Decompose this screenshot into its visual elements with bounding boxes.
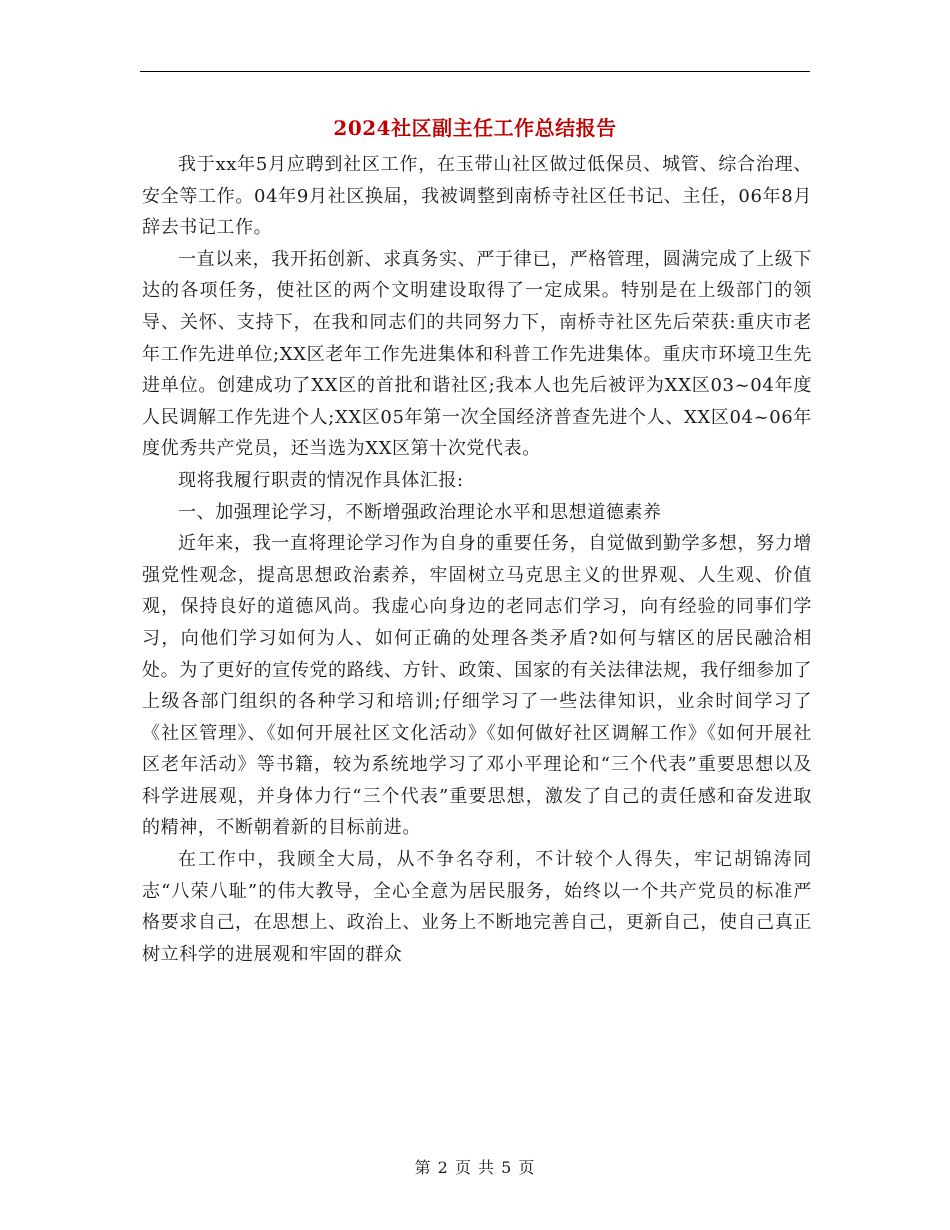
header-rule bbox=[140, 71, 810, 72]
paragraph-work-attitude: 在工作中，我顾全大局，从不争名夺利，不计较个人得失，牢记胡锦涛同志“八荣八耻”的伟大教导，全心全意为居民服务，始终以一个共产党员的标准严格要求自己，在思想上、政治上、业务上不断地完善自己，更新自己，使自己真正树立科学的进展观和牢固的群众 bbox=[142, 849, 812, 965]
paragraph-intro: 我于xx年5月应聘到社区工作，在玉带山社区做过低保员、城管、综合治理、安全等工作。04年9月社区换届，我被调整到南桥寺社区任书记、主任，06年8月辞去书记工作。 bbox=[142, 154, 812, 239]
document-body bbox=[142, 149, 812, 970]
page-number-footer: 第 2 页 共 5 页 bbox=[414, 1158, 536, 1177]
paragraph-report-lead: 现将我履行职责的情况作具体汇报: bbox=[178, 469, 464, 491]
document-title: 2024社区副主任工作总结报告 bbox=[333, 116, 617, 140]
paragraph-achievements: 一直以来，我开拓创新、求真务实、严于律已，严格管理，圆满完成了上级下达的各项任务，使社区的两个文明建设取得了一定成果。特别是在上级部门的领导、关怀、支持下，在我和同志们的共同努力下，南桥寺社区先后荣获:重庆市老年工作先进单位;XX区老年工作先进集体和科普工作先进集体。重庆市环境卫生先进单位。创建成功了XX区的首批和谐社区;我本人也先后被评为XX区03~04年度人民调解工作先进个人;XX区05年第一次全国经济普查先进个人、XX区04~06年度优秀共产党员，还当选为XX区第十次党代表。 bbox=[142, 248, 812, 460]
paragraph-theory-study: 近年来，我一直将理论学习作为自身的重要任务，自觉做到勤学多想，努力增强党性观念，提高思想政治素养，牢固树立马克思主义的世界观、人生观、价值观，保持良好的道德风尚。我虚心向身边的老同志们学习，向有经验的同事们学习，向他们学习如何为人、如何正确的处理各类矛盾?如何与辖区的居民融洽相处。为了更好的宣传党的路线、方针、政策、国家的有关法律法规，我仔细参加了上级各部门组织的各种学习和培训;仔细学习了一些法律知识，业余时间学习了《社区管理》、《如何开展社区文化活动》《如何做好社区调解工作》《如何开展社区老年活动》等书籍，较为系统地学习了邓小平理论和“三个代表”重要思想以及科学进展观，并身体力行“三个代表”重要思想，激发了自己的责任感和奋发进取的精神，不断朝着新的目标前进。 bbox=[142, 533, 812, 839]
section-heading-theory: 一、加强理论学习，不断增强政治理论水平和思想道德素养 bbox=[178, 501, 662, 523]
